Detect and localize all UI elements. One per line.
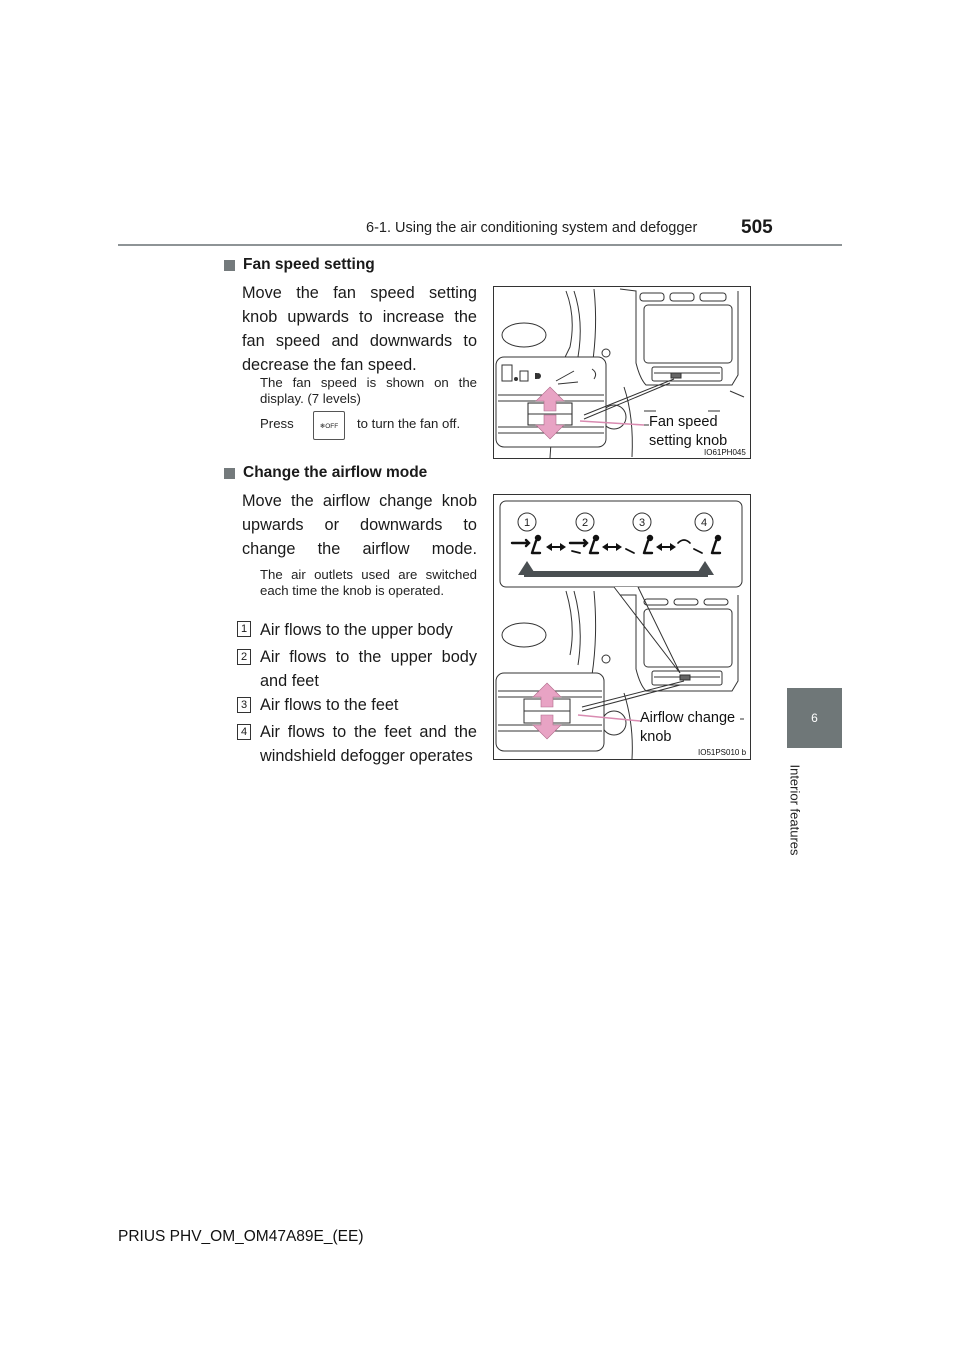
list-item-2: Air flows to the upper body and feet [260, 648, 477, 690]
mode-number-4: 4 [700, 517, 708, 529]
fan-figure-code: IO61PH045 [704, 448, 746, 457]
fan-speed-heading [224, 256, 375, 274]
airflow-figure-code: IO51PS010 b [698, 748, 747, 757]
list-item-4: Air flows to the feet and the windshield defogger operates [260, 723, 477, 765]
list-number-3: 3 [237, 697, 251, 713]
fan-off-button-icon: ❄OFF [313, 411, 345, 440]
press-prefix: Press [260, 416, 294, 431]
fan-speed-figure [493, 286, 751, 459]
fan-speed-heading-text: Fan speed setting [243, 256, 375, 273]
airflow-note: The air outlets used are switched each time the knob is operated. [260, 567, 477, 598]
mode-number-2: 2 [581, 517, 589, 529]
fan-speed-knob-label: Fan speed setting knob [649, 413, 744, 451]
chapter-title-vertical [783, 756, 807, 864]
header-rule [118, 244, 842, 246]
chapter-tab [787, 688, 842, 748]
airflow-heading [224, 464, 427, 482]
square-bullet-icon [224, 468, 235, 479]
fan-dial-icon [535, 373, 541, 379]
press-instruction [260, 411, 480, 439]
mode-number-1: 1 [523, 517, 531, 529]
chapter-title: Interior features [787, 764, 803, 856]
airflow-body: Move the airflow change knob upwards or downwards to change the airflow mode. [242, 492, 477, 558]
airflow-figure [493, 494, 751, 760]
list-number-2: 2 [237, 649, 251, 665]
page-number: 505 [741, 217, 773, 238]
footer-document-code: PRIUS PHV_OM_OM47A89E_(EE) [118, 1228, 364, 1245]
list-number-4: 4 [237, 724, 251, 740]
airflow-heading-text: Change the airflow mode [243, 464, 428, 481]
running-header-title: 6-1. Using the air conditioning system and defogger [366, 220, 698, 236]
list-item-1: Air flows to the upper body [260, 621, 453, 639]
chapter-number: 6 [811, 711, 818, 725]
airflow-knob-label: Airflow change knob [640, 709, 740, 747]
fan-speed-note: The fan speed is shown on the display. (7 levels) [260, 375, 477, 406]
square-bullet-icon [224, 260, 235, 271]
mode-number-3: 3 [638, 517, 646, 529]
list-number-1: 1 [237, 621, 251, 637]
fan-speed-body: Move the fan speed setting knob upwards to increase the fan speed and downwards to decrease the fan speed. [242, 284, 477, 374]
press-suffix: to turn the fan off. [357, 416, 461, 431]
list-item-3: Air flows to the feet [260, 696, 399, 714]
